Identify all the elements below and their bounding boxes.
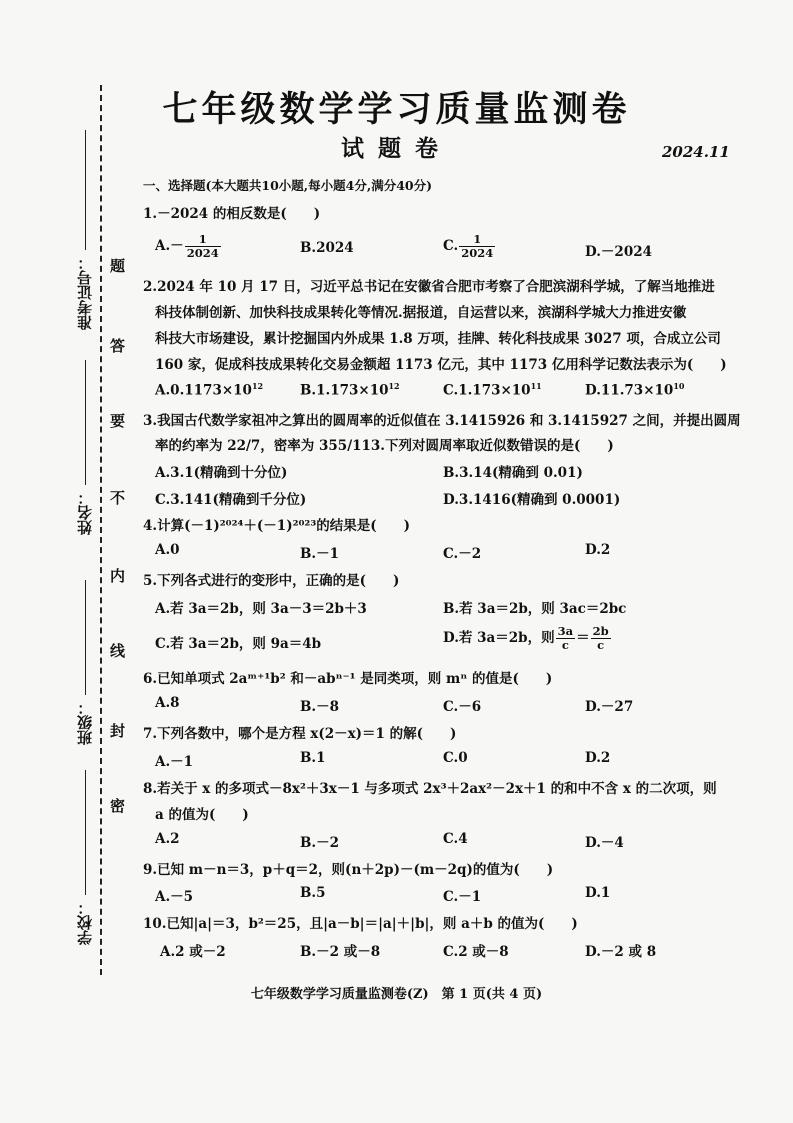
question-2-option-b: $B.1.173\times 10^{12}$ <box>300 381 400 399</box>
question-2-stem-line: 科技大市场建设，累计挖掘国内外成果 1.8 万项，挂牌、转化科技成果 3027 项，合成立公司 <box>155 331 721 347</box>
question-1-option-c: C. $\frac{1}{2024}$ <box>443 232 494 260</box>
question-5-option-a: A.若 3a＝2b，则 3a－3＝2b＋3 <box>155 601 367 617</box>
question-2-stem-line: 2.2024 年 10 月 17 日，习近平总书记在安徽省合肥市考察了合肥滨湖科学城，了解当地推进 <box>143 279 715 295</box>
fold-char: 密 <box>110 797 126 815</box>
question-10-option-c: C.2 或－8 <box>443 944 509 960</box>
page-footer: 七年级数学学习质量监测卷(Z) 第 1 页(共 4 页) <box>250 987 543 1002</box>
field-class-line <box>85 580 86 695</box>
question-8-option-a: A.2 <box>155 831 180 847</box>
question-4-stem: 4.计算(－1)²⁰²⁴＋(－1)²⁰²³的结果是( ) <box>143 518 411 534</box>
field-class-label: 班级： <box>76 700 94 745</box>
question-3-stem-line: 率的约率为 22/7，密率为 355/113.下列对圆周率取近似数错误的是( ) <box>155 438 614 454</box>
exam-date: 2024.11 <box>662 143 730 161</box>
question-5-option-b: B.若 3a＝2b，则 3ac＝2bc <box>443 601 627 617</box>
question-7-option-a: A.－1 <box>155 754 194 770</box>
question-10-option-a: A.2 或－2 <box>160 944 226 960</box>
fold-char: 要 <box>110 412 126 430</box>
field-exam-number-label: 准考证号： <box>76 255 94 330</box>
fold-char: 内 <box>110 567 126 585</box>
question-7-option-d: D.2 <box>585 750 611 766</box>
question-8-option-c: C.4 <box>443 831 468 847</box>
field-school-label: 学校： <box>76 900 94 945</box>
question-8-option-d: D.－4 <box>585 835 624 851</box>
question-3-option-d: D.3.1416(精确到 0.0001) <box>443 492 621 508</box>
question-8-stem-line: a 的值为( ) <box>155 807 249 823</box>
question-1-option-b: B.2024 <box>300 240 354 256</box>
question-5-option-d: D.若 3a＝2b，则 $\frac{3a}{c}$ ＝ $\frac{2b}{c}$ <box>443 624 609 652</box>
fold-char: 线 <box>110 642 126 660</box>
question-6-option-d: D.－27 <box>585 699 634 715</box>
question-7-option-b: B.1 <box>300 750 326 766</box>
question-2-stem-line: 160 家，促成科技成果转化交易金额超 1173 亿元，其中 1173 亿用科学记数法表示为( ) <box>155 357 727 373</box>
question-9-stem: 9.已知 m－n＝3，p＋q＝2，则(n＋2p)－(m－2q)的值为( ) <box>143 862 554 878</box>
page-title: 七年级数学学习质量监测卷 <box>162 89 631 130</box>
field-name-line <box>85 360 86 485</box>
question-2-option-a: $A.0.1173\times 10^{12}$ <box>155 381 264 399</box>
page-subtitle: 试题卷 <box>341 135 452 162</box>
question-8-stem-line: 8.若关于 x 的多项式－8x²＋3x－1 与多项式 2x³＋2ax²－2x＋1 的和中不含 x 的二次项，则 <box>143 781 717 797</box>
question-5-option-c: C.若 3a＝2b，则 9a＝4b <box>155 636 322 652</box>
question-4-option-a: A.0 <box>155 542 180 558</box>
question-7-stem: 7.下列各数中，哪个是方程 x(2－x)＝1 的解( ) <box>143 726 457 742</box>
question-2-option-c: $C.1.173\times 10^{11}$ <box>443 381 542 399</box>
field-school-line <box>85 770 86 895</box>
section-heading: 一、选择题(本大题共10小题,每小题4分,满分40分) <box>143 178 433 193</box>
question-9-option-b: B.5 <box>300 885 326 901</box>
question-10-option-d: D.－2 或 8 <box>585 944 657 960</box>
question-1-option-d: D.－2024 <box>585 244 652 260</box>
question-4-option-d: D.2 <box>585 542 611 558</box>
question-6-option-c: C.－6 <box>443 699 482 715</box>
question-3-option-c: C.3.141(精确到千分位) <box>155 492 307 508</box>
fold-char: 封 <box>110 722 126 740</box>
question-9-option-c: C.－1 <box>443 889 482 905</box>
fold-char: 答 <box>110 337 126 355</box>
question-6-stem: 6.已知单项式 2aᵐ⁺¹b² 和－abⁿ⁻¹ 是同类项，则 mⁿ 的值是( ) <box>143 671 553 687</box>
field-name-label: 姓名： <box>76 490 94 535</box>
question-7-option-c: C.0 <box>443 750 468 766</box>
question-1-stem: 1.－2024 的相反数是( ) <box>143 206 321 222</box>
question-9-option-a: A.－5 <box>155 889 194 905</box>
question-4-option-c: C.－2 <box>443 546 482 562</box>
question-3-option-b: B.3.14(精确到 0.01) <box>443 465 583 481</box>
question-4-option-b: B.－1 <box>300 546 340 562</box>
question-3-stem-line: 3.我国古代数学家祖冲之算出的圆周率的近似值在 3.1415926 和 3.1415927 之间，并提出圆周 <box>143 413 741 429</box>
question-6-option-b: B.－8 <box>300 699 340 715</box>
fold-dashed-line <box>100 85 102 975</box>
question-6-option-a: A.8 <box>155 695 180 711</box>
question-9-option-d: D.1 <box>585 885 611 901</box>
fold-char: 不 <box>110 489 126 507</box>
question-3-option-a: A.3.1(精确到十分位) <box>155 465 288 481</box>
fold-char: 题 <box>110 257 126 275</box>
question-2-option-d: $D.11.73\times 10^{10}$ <box>585 381 685 399</box>
question-10-option-b: B.－2 或－8 <box>300 944 381 960</box>
question-8-option-b: B.－2 <box>300 835 340 851</box>
question-2-stem-line: 科技体制创新、加快科技成果转化等情况.据报道，自运营以来，滨湖科学城大力推进安徽 <box>155 305 687 321</box>
question-10-stem: 10.已知|a|＝3，b²＝25，且|a－b|＝|a|＋|b|，则 a＋b 的值为( ) <box>143 916 578 932</box>
question-5-stem: 5.下列各式进行的变形中，正确的是( ) <box>143 573 400 589</box>
field-exam-number-line <box>85 130 86 250</box>
question-1-option-a: A.－ $\frac{1}{2024}$ <box>155 232 219 260</box>
